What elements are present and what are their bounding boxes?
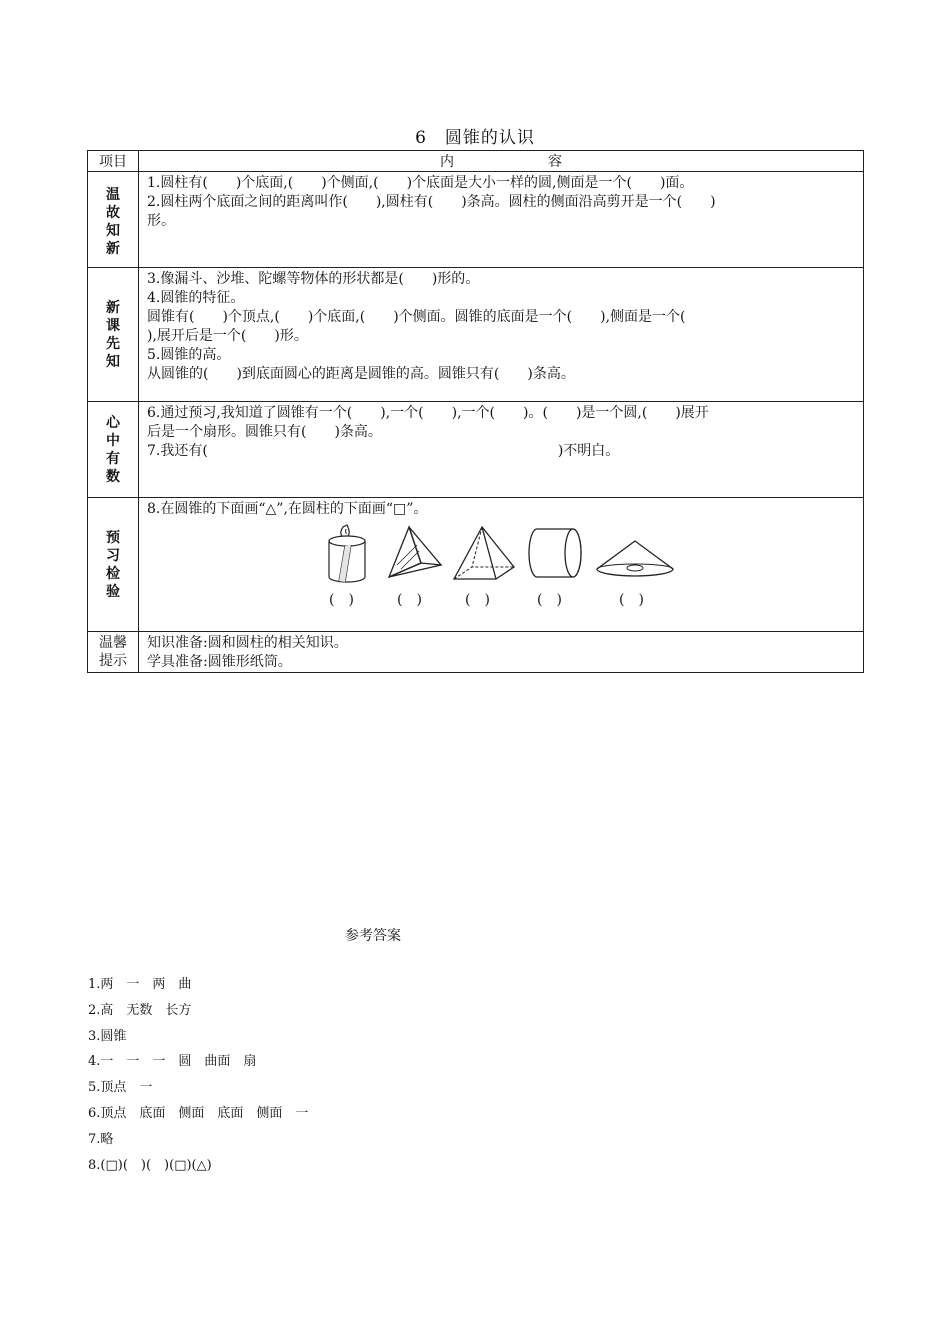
section-content [139,172,864,268]
section-new-lesson [88,268,864,402]
question-line: 后是一个扇形。圆锥只有( )条高。 [147,424,382,440]
question-line: 8.在圆锥的下面画“△”,在圆柱的下面画“□”。 [147,501,428,517]
section-content [139,402,864,498]
question-line: 知识准备:圆和圆柱的相关知识。 [147,635,348,651]
section-tips [88,632,864,673]
shape-figures [147,519,857,619]
section-content [139,632,864,673]
question-line: 4.圆锥的特征。 [147,290,245,306]
page-title: 6 圆锥的认识 [415,128,535,148]
horizontal-cylinder-icon [527,527,583,579]
answers-list [88,975,308,1181]
section-label: 心 中 有 数 [88,402,139,498]
answer-paren: ( ) [537,592,562,608]
question-line: 学具准备:圆锥形纸筒。 [147,654,292,670]
question-line: 2.圆柱两个底面之间的距离叫作( ),圆柱有( )条高。圆柱的侧面沿高剪开是一个( ) [147,194,716,210]
pyramid-icon [452,525,516,583]
answer-item: 4.一 一 一 圆 曲面 扇 [88,1054,257,1070]
section-self-check [88,402,864,498]
question-line: 从圆锥的( )到底面圆心的距离是圆锥的高。圆锥只有( )条高。 [147,366,575,382]
section-preview-test [88,498,864,632]
section-review [88,172,864,268]
answer-item: 2.高 无数 长方 [88,1002,192,1018]
question-line: ),展开后是一个( )形。 [147,328,308,344]
table-header-row [88,151,864,172]
section-label: 温馨 提示 [88,632,139,673]
section-content [139,268,864,402]
answer-paren: ( ) [619,592,644,608]
question-line: 圆锥有( )个顶点,( )个底面,( )个侧面。圆锥的底面是一个( ),侧面是一个( [147,309,686,325]
section-label: 预 习 检 验 [88,498,139,632]
answer-item: 7.略 [88,1131,114,1147]
header-content: 内 容 [139,151,864,172]
answer-item: 5.顶点 一 [88,1080,153,1096]
section-label: 新 课 先 知 [88,268,139,402]
answer-paren: ( ) [397,592,422,608]
answer-paren: ( ) [329,592,354,608]
answers-title: 参考答案 [345,928,401,944]
answer-item: 8.(□)( )( )(□)(△) [88,1157,212,1173]
cylinder-candle-icon [325,523,369,585]
question-line: 1.圆柱有( )个底面,( )个侧面,( )个底面是大小一样的圆,侧面是一个( )面。 [147,175,694,191]
question-line: 6.通过预习,我知道了圆锥有一个( ),一个( ),一个( )。( )是一个圆,( )展开 [147,405,709,421]
answer-paren: ( ) [465,592,490,608]
answer-item: 1.两 一 两 曲 [88,977,192,992]
section-content [139,498,864,632]
question-line: 3.像漏斗、沙堆、陀螺等物体的形状都是( )形的。 [147,271,480,287]
tilted-pyramid-icon [387,525,443,585]
answer-item: 6.顶点 底面 侧面 底面 侧面 一 [88,1105,309,1121]
header-item: 项目 [88,151,139,172]
flat-cone-icon [595,539,675,579]
question-line: 5.圆锥的高。 [147,347,231,363]
question-line: 7.我还有( )不明白。 [147,443,620,459]
section-label: 温 故 知 新 [88,172,139,268]
preview-table [87,150,864,673]
question-line: 形。 [147,213,175,229]
answer-item: 3.圆锥 [88,1028,127,1044]
